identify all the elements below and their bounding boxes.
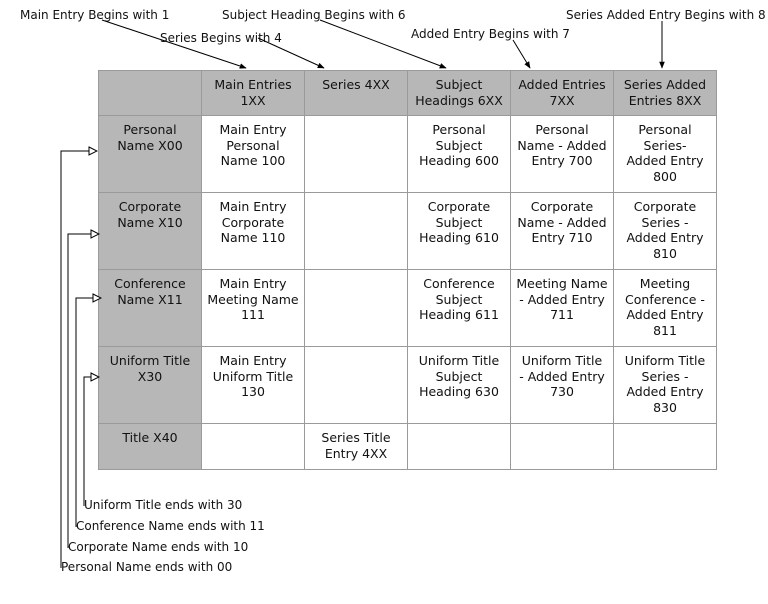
label-corporate-name-ends: Corporate Name ends with 10	[68, 540, 249, 554]
arrow-series	[258, 38, 324, 68]
table-cell-text: Meeting Name - Added Entry 711	[516, 276, 608, 322]
table-cell-text: Corporate Subject Heading 610	[419, 199, 499, 245]
label-personal-name-ends: Personal Name ends with 00	[61, 560, 233, 574]
table-cell-text: Main Entry Personal Name 100	[219, 122, 287, 168]
arrow-main-entry	[102, 20, 246, 68]
label-conference-name-ends: Conference Name ends with 11	[76, 519, 265, 533]
label-subject-heading-begins: Subject Heading Begins with 6	[222, 8, 406, 22]
column-header-text: Main Entries 1XX	[214, 77, 292, 108]
label-main-entry-begins: Main Entry Begins with 1	[20, 8, 170, 22]
table-cell-text: Personal Series- Added Entry 800	[626, 122, 704, 184]
column-header-text: Added Entries 7XX	[518, 77, 606, 108]
label-added-entry-begins: Added Entry Begins with 7	[411, 27, 570, 41]
table-cell-text: Main Entry Meeting Name 111	[207, 276, 299, 322]
table-cell-text: Corporate Series - Added Entry 810	[626, 199, 704, 261]
row-header-text: Personal Name X00	[117, 122, 183, 153]
label-series-added-entry-begins: Series Added Entry Begins with 8	[566, 8, 766, 22]
column-header-text: Series Added Entries 8XX	[623, 77, 707, 108]
arrow-uniform-title	[84, 377, 99, 506]
table-cell-text: Personal Name - Added Entry 700	[517, 122, 607, 168]
arrow-personal-name	[61, 151, 97, 568]
table-cell-text: Personal Subject Heading 600	[419, 122, 499, 168]
table-cell-text: Main Entry Uniform Title 130	[212, 353, 294, 399]
label-uniform-title-ends: Uniform Title ends with 30	[84, 498, 243, 512]
table-cell-text: Conference Subject Heading 611	[419, 276, 499, 322]
column-header-text: Series 4XX	[322, 77, 390, 92]
row-header-text: Uniform Title X30	[109, 353, 191, 384]
table-cell-text: Meeting Conference - Added Entry 811	[625, 276, 705, 338]
row-header-text: Title X40	[122, 430, 178, 445]
arrow-added-entry	[513, 40, 530, 68]
table-cell-text: Series Title Entry 4XX	[321, 430, 391, 461]
column-header-text: Subject Headings 6XX	[415, 77, 503, 108]
table-cell-text: Uniform Title - Added Entry 730	[519, 353, 605, 399]
table-cell-text: Main Entry Corporate Name 110	[219, 199, 287, 245]
table-cell-text: Corporate Name - Added Entry 710	[517, 199, 607, 245]
table-cell-text: Uniform Title Subject Heading 630	[418, 353, 500, 399]
table-cell-text: Uniform Title Series - Added Entry 830	[624, 353, 706, 415]
row-header-text: Corporate Name X10	[117, 199, 183, 230]
row-header-text: Conference Name X11	[114, 276, 186, 307]
arrow-subject	[320, 20, 446, 68]
arrow-conference-name	[76, 298, 101, 527]
label-series-begins: Series Begins with 4	[160, 31, 282, 45]
